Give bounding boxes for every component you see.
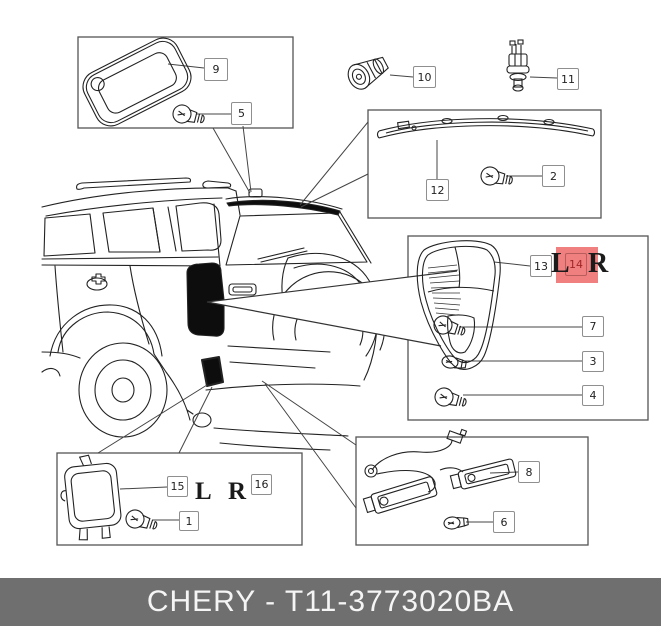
callout-15[interactable]: 15	[167, 476, 188, 497]
license-lamp-group-box	[356, 437, 588, 545]
callout-1[interactable]: 1	[179, 511, 199, 531]
callout-2[interactable]: 2	[542, 165, 565, 187]
tail-lamp-location-mark	[187, 263, 224, 336]
callout-6[interactable]: 6	[493, 511, 515, 533]
dome-lamp-group-box	[78, 37, 293, 128]
fog-lamp-location-mark	[202, 357, 223, 386]
callout-11[interactable]: 11	[557, 68, 579, 90]
callout-5[interactable]: 5	[231, 102, 252, 125]
callout-10[interactable]: 10	[413, 66, 436, 88]
fog-lamp-group-box	[57, 453, 302, 545]
tail-lamp-pointer-wedge	[207, 271, 457, 346]
spoiler-highlight-area	[227, 200, 340, 215]
callout-8[interactable]: 8	[518, 461, 540, 483]
callout-14-selected[interactable]: 14	[565, 253, 587, 276]
fog-lamp-right-letter: R	[228, 478, 247, 505]
footer-part-number: CHERY - T11-3773020BA	[146, 585, 515, 618]
callout-4[interactable]: 4	[582, 385, 604, 406]
tail-lamp-left-letter: L	[551, 248, 570, 279]
bulb-socket-drawing	[344, 51, 392, 93]
callout-13[interactable]: 13	[530, 255, 552, 277]
callout-7[interactable]: 7	[582, 316, 604, 337]
fog-lamp-left-letter: L	[195, 478, 212, 505]
callout-3[interactable]: 3	[582, 351, 604, 372]
callout-16[interactable]: 16	[251, 474, 272, 495]
stop-lamp-switch-drawing	[507, 40, 529, 91]
callout-12[interactable]: 12	[426, 179, 449, 201]
footer-bar	[0, 578, 661, 626]
tail-lamp-right-letter: R	[588, 248, 609, 279]
callout-9[interactable]: 9	[204, 58, 228, 81]
